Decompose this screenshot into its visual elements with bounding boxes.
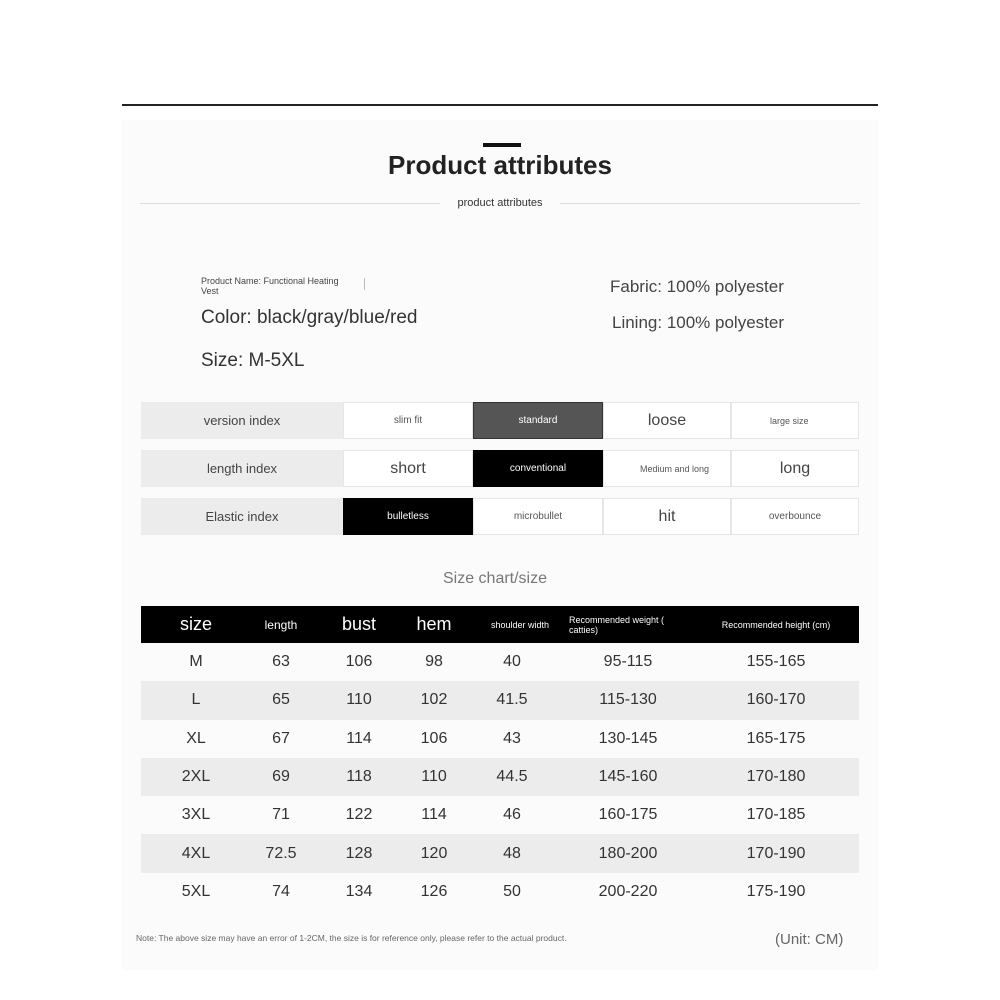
size-chart-caption: Size chart/size	[442, 570, 548, 587]
header-length: length	[264, 617, 298, 632]
table-cell: 5XL	[181, 882, 211, 900]
table-row	[141, 643, 859, 681]
table-cell: 40	[503, 653, 521, 671]
table-cell: 118	[346, 768, 372, 786]
unit-label: (Unit: CM)	[775, 931, 844, 948]
index-option-selected: conventional	[473, 450, 603, 487]
table-cell: 122	[345, 806, 373, 824]
index-option: slim fit	[343, 402, 473, 439]
table-cell: 72.5	[265, 844, 297, 862]
product-name: Product Name: Functional Heating Vest	[201, 276, 339, 296]
table-row	[141, 796, 859, 834]
product-color: Color: black/gray/blue/red	[201, 307, 418, 328]
table-cell: M	[189, 653, 203, 671]
table-row	[141, 834, 859, 872]
table-cell: 69	[272, 768, 290, 786]
table-cell: 95-115	[603, 653, 653, 671]
index-option-selected: bulletless	[343, 498, 473, 535]
table-row	[141, 681, 859, 719]
table-cell: 170-185	[746, 806, 806, 824]
table-row	[141, 758, 859, 796]
table-cell: 50	[503, 882, 521, 900]
table-cell: 3XL	[181, 806, 211, 824]
table-cell: 114	[346, 729, 372, 747]
table-cell: 160-170	[746, 691, 806, 709]
index-option: Medium and long	[603, 450, 731, 487]
table-cell: 74	[272, 882, 290, 900]
header-size: size	[179, 614, 212, 634]
table-cell: 155-165	[746, 653, 806, 671]
table-row	[141, 720, 859, 758]
table-cell: 165-175	[746, 729, 806, 747]
table-cell: XL	[186, 729, 206, 747]
header-shoulder-width: shoulder width	[491, 619, 550, 630]
table-cell: 115-130	[599, 691, 657, 709]
table-cell: 106	[345, 653, 373, 671]
header-hem: hem	[416, 614, 452, 634]
index-option: large size	[731, 402, 859, 439]
table-cell: 71	[272, 806, 290, 824]
table-cell: 160-175	[598, 806, 658, 824]
index-label: length index	[141, 450, 343, 487]
title-accent-bar	[483, 143, 521, 147]
top-divider	[122, 104, 878, 106]
table-cell: 134	[345, 882, 373, 900]
header-height: Recommended height (cm)	[721, 619, 831, 630]
table-cell: 128	[345, 844, 373, 862]
header-bust: bust	[341, 614, 377, 634]
table-cell: 170-190	[746, 844, 806, 862]
size-table	[141, 606, 859, 911]
index-option: long	[731, 450, 859, 487]
table-cell: 4XL	[181, 844, 211, 862]
table-cell: 2XL	[181, 768, 211, 786]
table-cell: 110	[421, 768, 447, 786]
table-cell: 65	[272, 691, 290, 709]
table-cell: 48	[503, 844, 521, 862]
table-row	[141, 873, 859, 911]
table-cell: 200-220	[598, 882, 658, 900]
table-cell: 175-190	[746, 882, 806, 900]
table-cell: 43	[503, 729, 521, 747]
index-option: hit	[603, 498, 731, 535]
index-option: microbullet	[473, 498, 603, 535]
table-cell: 114	[421, 806, 447, 824]
table-cell: 145-160	[598, 768, 658, 786]
elastic-index-row	[141, 498, 859, 535]
table-cell: 46	[503, 806, 521, 824]
index-option-selected: standard	[473, 402, 603, 439]
table-cell: 44.5	[496, 768, 528, 786]
index-option: overbounce	[731, 498, 859, 535]
index-label: Elastic index	[141, 498, 343, 535]
header-weight: Recommended weight ( catties)	[569, 614, 665, 635]
field-tick	[364, 278, 365, 290]
index-option: loose	[603, 402, 731, 439]
length-index-row	[141, 450, 859, 487]
table-cell: L	[191, 691, 201, 709]
product-fabric: Fabric: 100% polyester	[610, 277, 784, 296]
table-cell: 180-200	[598, 844, 658, 862]
table-cell: 102	[420, 691, 448, 709]
version-index-row	[141, 402, 859, 439]
table-cell: 126	[420, 882, 448, 900]
table-cell: 67	[272, 729, 290, 747]
product-lining: Lining: 100% polyester	[612, 313, 785, 332]
size-table-body	[141, 643, 859, 911]
table-cell: 41.5	[496, 691, 528, 709]
table-cell: 63	[272, 653, 290, 671]
index-label: version index	[141, 402, 343, 439]
table-cell: 130-145	[598, 729, 658, 747]
table-cell: 170-180	[746, 768, 806, 786]
table-cell: 106	[420, 729, 448, 747]
table-cell: 110	[346, 691, 372, 709]
table-cell: 120	[420, 844, 448, 862]
table-cell: 98	[425, 653, 443, 671]
size-table-header	[141, 606, 859, 643]
index-option: short	[343, 450, 473, 487]
page-subtitle: product attributes	[457, 197, 543, 209]
page-title: Product attributes	[388, 150, 612, 180]
product-size: Size: M-5XL	[201, 350, 305, 371]
size-note: Note: The above size may have an error of 1-2CM, the size is for reference only, please refer to the actual product.	[136, 933, 567, 943]
